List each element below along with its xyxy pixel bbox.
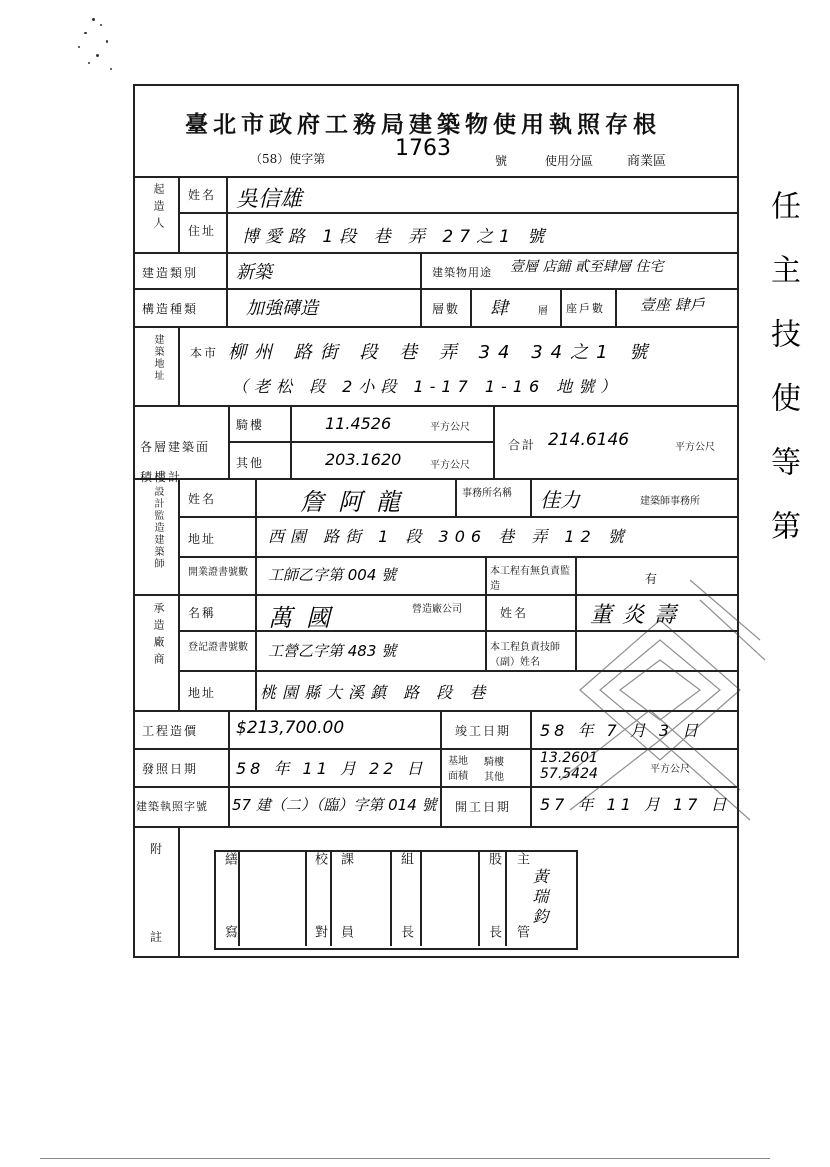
arcade-value: 11.4526 — [325, 414, 392, 433]
cost-label: 工程造價 — [142, 724, 199, 738]
scan-noise — [70, 12, 140, 82]
issue-label: 發照日期 — [142, 762, 199, 776]
arcade-unit: 平方公尺 — [430, 422, 470, 433]
license-number: 1763 — [395, 136, 451, 161]
start-label: 開工日期 — [455, 800, 512, 814]
box-label-3: 組長 — [398, 852, 413, 998]
contractor-reg-label: 登記證書號數 — [188, 642, 248, 653]
build-type-label: 建造類別 — [142, 266, 199, 280]
other-value: 203.1620 — [325, 450, 402, 469]
license-prefix: （58）使字第 — [250, 152, 326, 166]
designer-name-label: 姓名 — [188, 492, 217, 506]
contractor-address-label: 地址 — [188, 686, 217, 700]
zone-label: 使用分區 — [545, 154, 594, 168]
site-area-other-label: 其他 — [484, 772, 504, 783]
use-value: 壹層 店鋪 貳至肆層 住宅 — [510, 259, 664, 275]
contractor-name-value: 萬國 — [268, 604, 344, 632]
remarks-signature: 黃瑞鈞 — [530, 868, 549, 928]
document-title: 臺北市政府工務局建築物使用執照存根 — [185, 111, 661, 138]
remarks-label-bottom: 註 — [150, 930, 165, 944]
office-label: 事務所名稱 — [462, 488, 512, 499]
box-label-4: 股長 — [486, 852, 501, 998]
box-label-1: 校對 — [312, 852, 327, 998]
designer-license-label: 開業證書號數 — [188, 567, 248, 578]
completion-value: 58 年 7 月 3 日 — [540, 721, 703, 740]
floors-label: 層數 — [432, 302, 461, 316]
contractor-name-label: 名稱 — [188, 606, 217, 620]
total-value: 214.6146 — [548, 430, 630, 450]
contractor-head-value: 董炎壽 — [590, 603, 687, 628]
area-section-label: 各層建築面積樓計 — [140, 440, 211, 484]
arcade-label: 騎樓 — [236, 418, 265, 432]
supervise-label: 本工程有無負責監造 — [490, 566, 570, 592]
total-label: 合計 — [508, 438, 537, 452]
site-area-other-value: 57.5424 — [540, 766, 598, 782]
site-section-label: 建築地址 — [152, 334, 163, 382]
contractor-section-label: 承造廠商 — [152, 602, 165, 670]
builder-name-label: 姓名 — [188, 188, 217, 202]
site-area-arcade-label: 騎樓 — [484, 757, 504, 768]
remarks-label-top: 附 — [150, 842, 165, 856]
builder-address-label: 住址 — [188, 224, 217, 238]
total-unit: 平方公尺 — [675, 442, 715, 453]
site-area-unit: 平方公尺 — [650, 764, 690, 775]
site-area-arcade-value: 13.2601 — [540, 750, 598, 766]
builder-address-value: 博愛路 1段 巷 弄 27之1 號 — [242, 227, 551, 247]
cost-value: $213,700.00 — [236, 718, 345, 738]
structure-value: 加強磚造 — [246, 298, 318, 319]
other-unit: 平方公尺 — [430, 460, 470, 471]
contractor-name-suffix: 營造廠公司 — [412, 604, 462, 615]
use-label: 建築物用途 — [432, 266, 492, 279]
permit-label: 建築執照字號 — [136, 800, 208, 813]
issue-value: 58 年 11 月 22 日 — [236, 759, 427, 778]
box-label-0: 繕寫 — [222, 852, 237, 998]
site-line1-prefix: 本市 — [190, 346, 219, 360]
builder-name-value: 吳信雄 — [236, 187, 303, 212]
designer-section-label: 設計監造建築師 — [152, 486, 163, 570]
supervise-value: 有 — [645, 572, 660, 586]
permit-value: 57 建（二）（臨）字第 014 號 — [232, 796, 437, 814]
box-label-2: 課員 — [338, 852, 353, 998]
designer-address-label: 地址 — [188, 532, 217, 546]
site-line1-value: 柳州 路街 段 巷 弄 34 34之1 號 — [228, 342, 656, 363]
contractor-address-value: 桃園縣大溪鎮 路 段 巷 — [260, 683, 492, 702]
designer-name-value: 詹阿龍 — [300, 488, 414, 516]
site-area-label: 基地面積 — [448, 756, 468, 782]
builder-section-label: 起造人 — [152, 183, 165, 234]
build-type-value: 新築 — [236, 262, 272, 283]
zone-value: 商業區 — [627, 154, 667, 169]
site-line2-value: （老松 段 2小段 1-17 1-16 地號） — [232, 377, 623, 396]
designer-address-value: 西園 路街 1 段 306 巷 弄 12 號 — [268, 527, 630, 546]
completion-label: 竣工日期 — [455, 724, 512, 738]
tech-label: 本工程負責技師（副）姓名 — [490, 642, 560, 668]
contractor-reg-value: 工營乙字第 483 號 — [268, 642, 397, 660]
office-value: 佳力 — [540, 488, 580, 512]
office-suffix: 建築師事務所 — [640, 496, 700, 507]
floors-unit: 層 — [538, 306, 548, 317]
margin-text: 任主技使等第 — [765, 190, 800, 574]
other-label: 其他 — [236, 456, 265, 470]
box-label-5: 主管 — [514, 852, 529, 998]
households-value: 壹座 肆戶 — [640, 296, 705, 314]
license-suffix: 號 — [495, 154, 508, 168]
contractor-head-label: 姓名 — [500, 606, 529, 620]
start-value: 57 年 11 月 17 日 — [540, 795, 731, 814]
designer-license-value: 工師乙字第 004 號 — [268, 566, 397, 584]
structure-label: 構造種類 — [142, 302, 199, 316]
seal-smudge — [540, 560, 770, 880]
households-label: 座戶數 — [566, 302, 605, 315]
floors-value: 肆 — [490, 298, 508, 319]
